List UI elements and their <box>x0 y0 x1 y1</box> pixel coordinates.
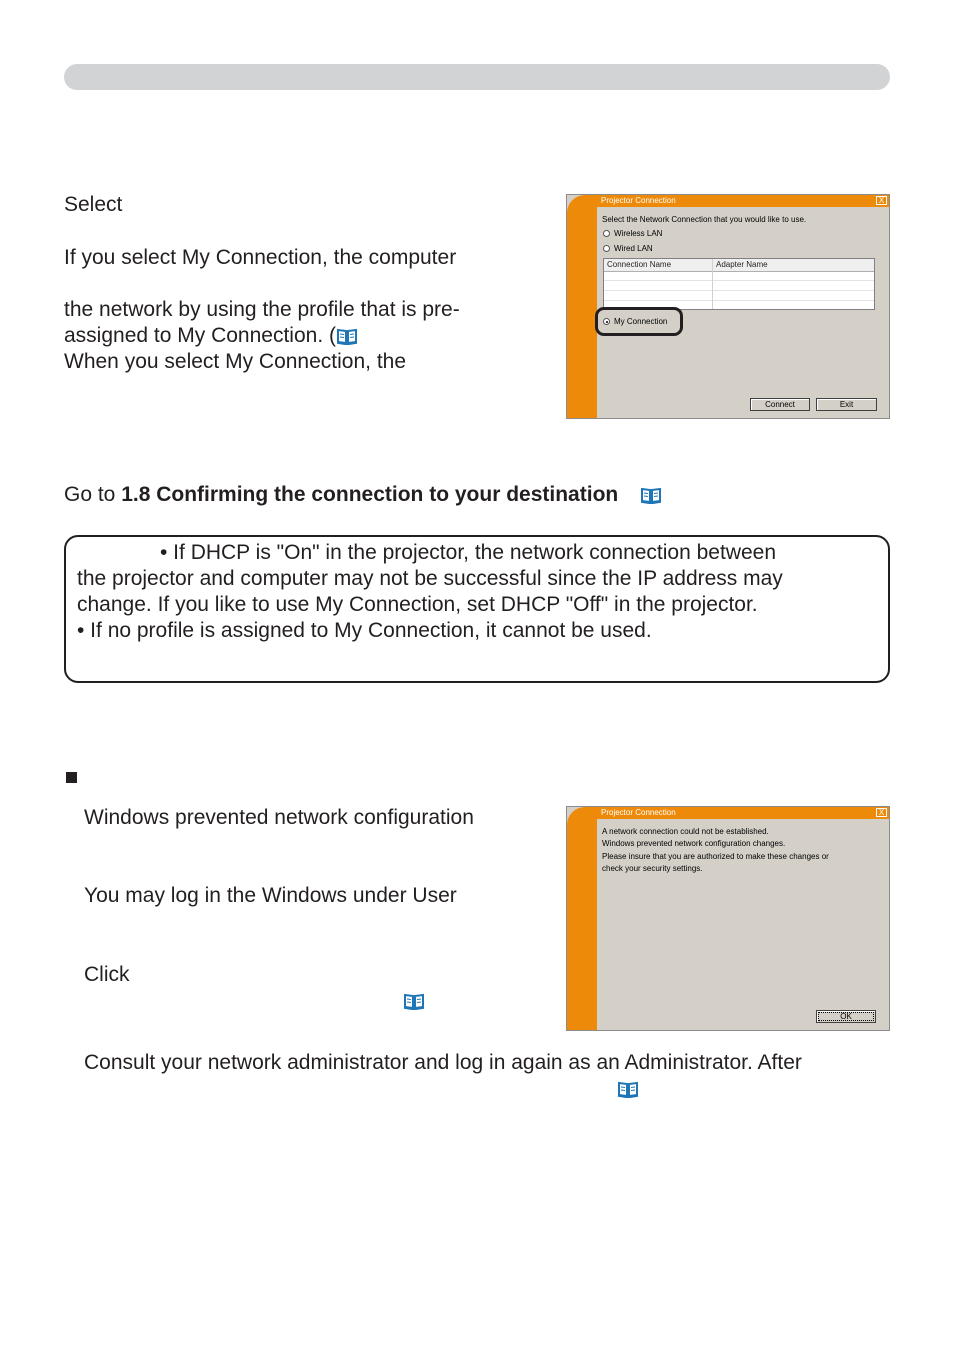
goto-prefix: Go to <box>64 483 122 506</box>
wireless-lan-radio[interactable] <box>603 229 662 239</box>
error-message-line: Please insure that you are authorized to make these changes or <box>602 852 829 861</box>
dialog-side-band <box>567 807 597 1030</box>
radio-label: Wired LAN <box>614 244 653 253</box>
column-header-adapter[interactable]: Adapter Name <box>712 259 874 271</box>
note-line: the projector and computer may not be successful since the IP address may <box>77 567 783 590</box>
table-row <box>604 281 874 291</box>
wired-lan-radio[interactable] <box>603 244 653 254</box>
error-message-line: Windows prevented network configuration changes. <box>602 839 786 848</box>
close-icon[interactable]: X <box>876 808 887 817</box>
book-reference <box>617 1076 639 1102</box>
book-reference-icon[interactable] <box>617 1080 639 1098</box>
projector-connection-dialog <box>566 194 890 419</box>
paragraph-line: You may log in the Windows under User <box>84 884 457 907</box>
paragraph-line <box>64 323 358 349</box>
column-header-connection[interactable]: Connection Name <box>607 260 672 269</box>
table-divider <box>712 259 713 309</box>
paragraph-line-text: assigned to My Connection. ( <box>64 324 336 347</box>
projector-connection-error-dialog <box>566 806 890 1031</box>
table-row <box>604 291 874 301</box>
note-line: change. If you like to use My Connection, set DHCP "Off" in the projector. <box>77 593 758 616</box>
goto-line <box>64 482 662 508</box>
select-text: Select <box>64 193 123 216</box>
radio-icon <box>603 245 610 252</box>
dialog-title: Projector Connection <box>597 807 889 819</box>
close-icon[interactable]: X <box>876 196 887 205</box>
connect-button[interactable]: Connect <box>750 398 810 411</box>
error-message-line: check your security settings. <box>602 864 703 873</box>
paragraph-line: When you select My Connection, the <box>64 350 407 373</box>
dialog-prompt: Select the Network Connection that you would like to use. <box>602 215 807 224</box>
paragraph-line: the network by using the profile that is pre- <box>64 298 460 321</box>
dialog-side-band <box>567 195 597 418</box>
paragraph-line: Click <box>84 963 130 986</box>
dialog-title: Projector Connection <box>597 195 889 207</box>
header-bar <box>64 64 890 90</box>
book-reference-icon[interactable] <box>640 486 662 504</box>
book-reference-icon[interactable] <box>336 327 358 345</box>
book-reference-icon[interactable] <box>403 992 425 1010</box>
note-line: • If DHCP is "On" in the projector, the network connection between <box>160 541 777 564</box>
error-message-line: A network connection could not be established. <box>602 827 769 836</box>
exit-button[interactable]: Exit <box>816 398 877 411</box>
my-connection-highlight <box>595 307 683 336</box>
radio-label: Wireless LAN <box>614 229 663 238</box>
paragraph-line: Consult your network administrator and log in again as an Administrator. After <box>84 1051 802 1074</box>
table-row <box>604 271 874 281</box>
paragraph-line: If you select My Connection, the computer <box>64 246 457 269</box>
radio-label: My Connection <box>614 317 668 326</box>
goto-section-title: 1.8 Confirming the connection to your destination <box>121 483 619 506</box>
paragraph-line: Windows prevented network configuration <box>84 806 474 829</box>
book-reference <box>403 988 425 1014</box>
connection-table <box>603 258 875 310</box>
bullet-square-icon <box>66 772 77 783</box>
radio-icon <box>603 230 610 237</box>
ok-button[interactable]: OK <box>816 1010 876 1023</box>
note-line: • If no profile is assigned to My Connection, it cannot be used. <box>77 619 652 642</box>
